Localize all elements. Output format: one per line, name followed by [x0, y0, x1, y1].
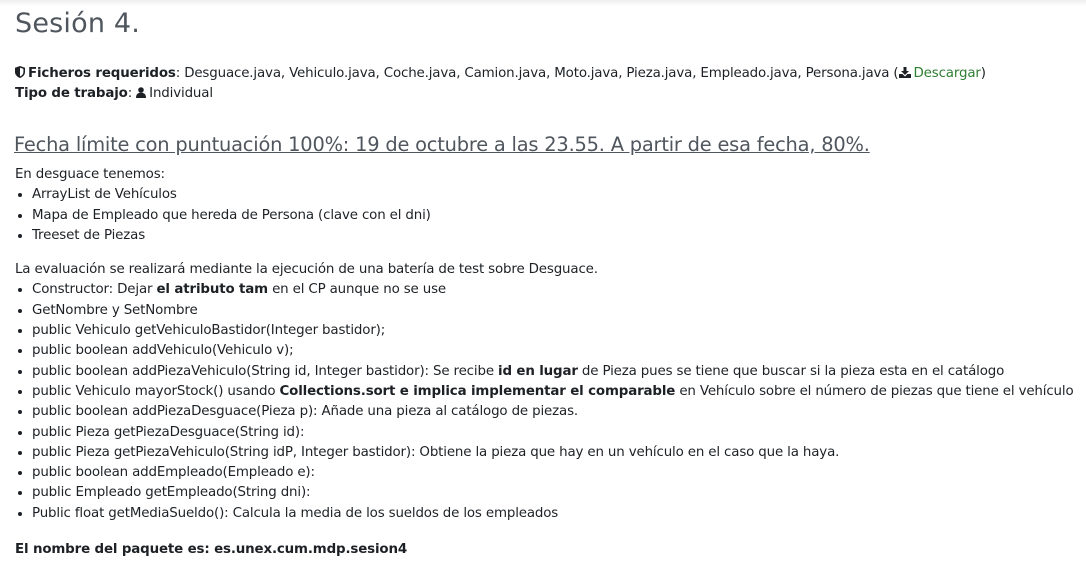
list-item: • public Vehiculo getVehiculoBastidor(Integer bastidor);	[32, 321, 1081, 341]
list-item: • Constructor: Dejar el atributo tam en el CP aunque no se use	[32, 280, 1081, 300]
required-files-line: Ficheros requeridos: Desguace.java, Vehiculo.java, Coche.java, Camion.java, Moto.java, Pieza.java, Empleado.java, Persona.java ( Descargar)	[15, 64, 986, 84]
user-icon	[136, 87, 146, 98]
list-item: • public Empleado getEmpleado(String dni):	[32, 483, 1081, 503]
list-item: • public Pieza getPiezaDesguace(String id):	[32, 423, 1081, 443]
intro-list	[15, 185, 1081, 246]
list-item: • Public float getMediaSueldo(): Calcula la media de los sueldos de los empleados	[32, 504, 1081, 524]
list-item: • public boolean addPiezaDesguace(Pieza p): Añade una pieza al catálogo de piezas.	[32, 402, 1081, 422]
download-label[interactable]: Descargar	[913, 66, 981, 81]
top-shadow	[0, 0, 1086, 6]
methods-list	[15, 280, 1081, 524]
list-item: • public Pieza getPiezaVehiculo(String idP, Integer bastidor): Obtiene la pieza que hay en un vehículo en el caso que la haya.	[32, 443, 1081, 463]
list-item: • public boolean addVehiculo(Vehiculo v);	[32, 341, 1081, 361]
list-item: • Mapa de Empleado que hereda de Persona (clave con el dni)	[32, 206, 1081, 226]
work-type-line: Tipo de trabajo: Individual	[15, 86, 213, 101]
work-type-label: Tipo de trabajo	[15, 86, 128, 101]
required-files-list: Desguace.java, Vehiculo.java, Coche.java, Camion.java, Moto.java, Pieza.java, Empleado.java, Persona.java	[184, 66, 890, 81]
shield-icon	[15, 66, 25, 78]
list-item: • public Vehiculo mayorStock() usando Collections.sort e implica implementar el comparable en Vehículo sobre el número de piezas que tiene el vehículo	[32, 382, 1081, 402]
download-link[interactable]	[899, 66, 981, 81]
intro-text: En desguace tenemos:	[15, 167, 165, 182]
download-icon	[899, 67, 911, 78]
work-type-value: Individual	[149, 86, 213, 101]
page-title: Sesión 4.	[15, 8, 141, 39]
list-item: • public boolean addEmpleado(Empleado e):	[32, 463, 1081, 483]
assignment-content	[15, 165, 1081, 560]
list-item: • GetNombre y SetNombre	[32, 301, 1081, 321]
list-item: • Treeset de Piezas	[32, 226, 1081, 246]
list-item: • public boolean addPiezaVehiculo(String id, Integer bastidor): Se recibe id en lugar de Pieza pues se tiene que buscar si la pieza esta en el catálogo	[32, 362, 1081, 382]
deadline-heading: Fecha límite con puntuación 100%: 19 de octubre a las 23.55. A partir de esa fecha, 80%.	[14, 133, 870, 156]
evaluation-intro: La evaluación se realizará mediante la ejecución de una batería de test sobre Desguace.	[15, 262, 598, 278]
list-item: • ArrayList de Vehículos	[32, 185, 1081, 205]
required-files-label: Ficheros requeridos	[28, 66, 176, 81]
package-name: El nombre del paquete es: es.unex.cum.mdp.sesion4	[15, 542, 408, 558]
